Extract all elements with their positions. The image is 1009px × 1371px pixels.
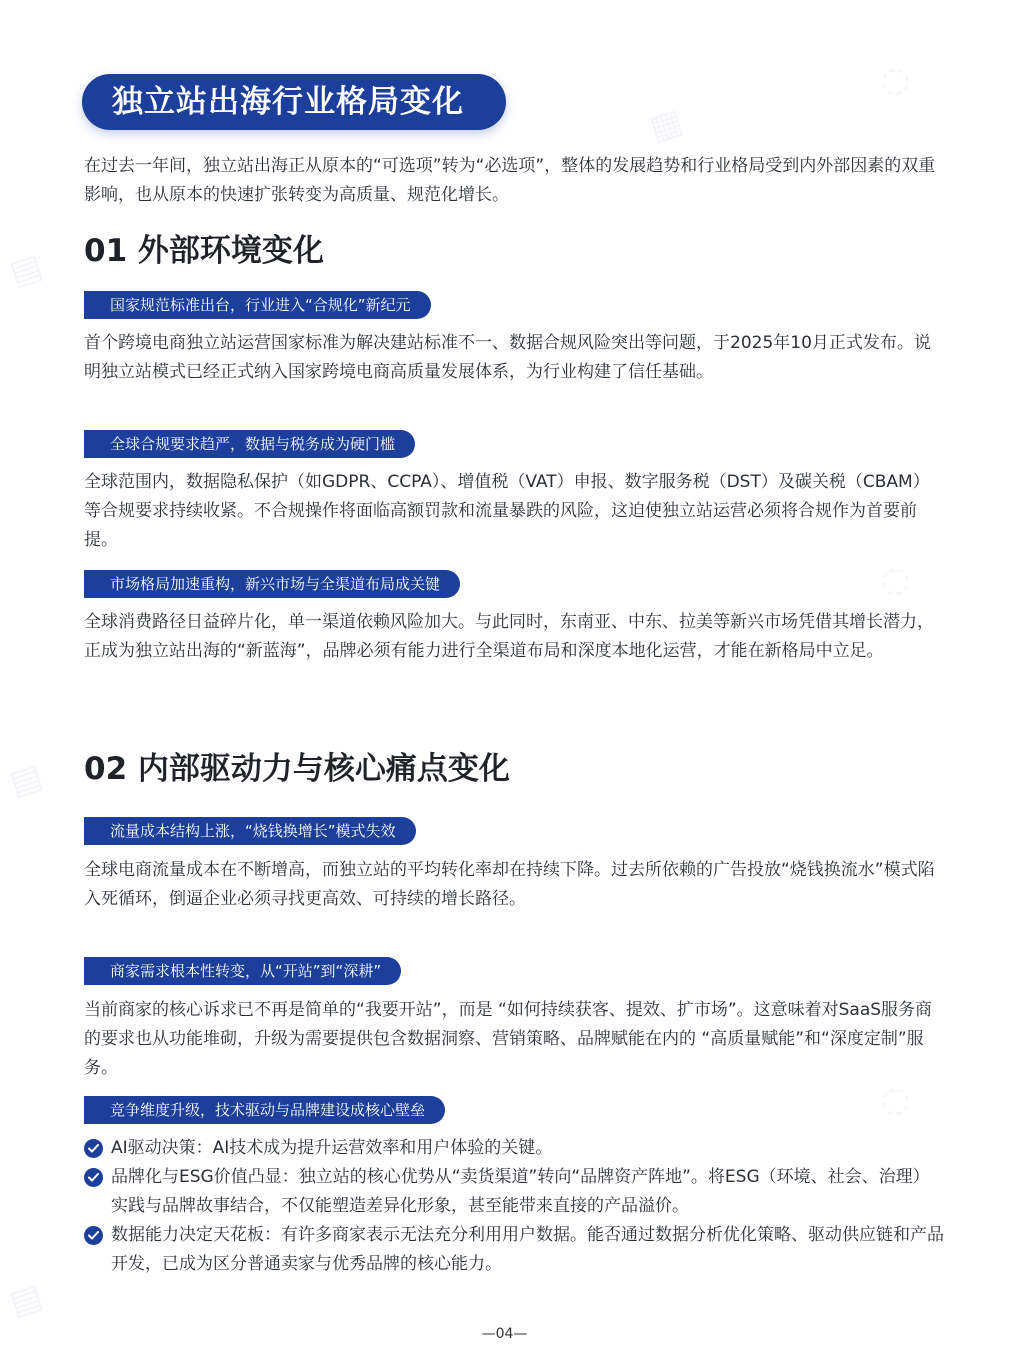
check-circle-icon: [84, 1226, 103, 1245]
section-1-paragraph-2: 全球范围内，数据隐私保护（如GDPR、CCPA）、增值税（VAT）申报、数字服务税（DST）及碳关税（CBAM）等合规要求持续收紧。不合规操作将面临高额罚款和流量暴跌的风险，这迫使独立站运营必须将合规作为首要前提。: [84, 472, 930, 550]
section-1-paragraph-3: 全球消费路径日益碎片化，单一渠道依赖风险加大。与此同时，东南亚、中东、拉美等新兴市场凭借其增长潜力，正成为独立站出海的“新蓝海”，品牌必须有能力进行全渠道布局和深度本地化运营，才能在新格局中立足。: [84, 612, 934, 661]
bullet-text: 数据能力决定天花板：有许多商家表示无法充分利用用户数据。能否通过数据分析优化策略、驱动供应链和产品开发，已成为区分普通卖家与优秀品牌的核心能力。: [111, 1225, 944, 1274]
watermark: ▤: [4, 1276, 48, 1324]
section-1-title: 01 外部环境变化: [84, 233, 324, 269]
bullet-item: [84, 1163, 946, 1221]
watermark: ▦: [644, 101, 688, 149]
watermark: ◌: [874, 556, 916, 604]
section-2-tag-3: 竞争维度升级，技术驱动与品牌建设成核心壁垒: [84, 1096, 445, 1124]
page-number: —04—: [481, 1326, 528, 1342]
section-1-tag-1: 国家规范标准出台，行业进入“合规化”新纪元: [84, 291, 431, 319]
bullet-text: AI驱动决策：AI技术成为提升运营效率和用户体验的关键。: [111, 1138, 553, 1158]
bullet-item: [84, 1134, 946, 1163]
watermark: ◌: [874, 56, 916, 104]
check-circle-icon: [84, 1168, 103, 1187]
section-1-tag-2: 全球合规要求趋严，数据与税务成为硬门槛: [84, 430, 415, 458]
section-2-paragraph-1: 全球电商流量成本在不断增高，而独立站的平均转化率却在持续下降。过去所依赖的广告投放“烧钱换流水”模式陷入死循环，倒逼企业必须寻找更高效、可持续的增长路径。: [84, 860, 935, 909]
bullet-text: 品牌化与ESG价值凸显：独立站的核心优势从“卖货渠道”转向“品牌资产阵地”。将ESG（环境、社会、治理）实践与品牌故事结合，不仅能塑造差异化形象，甚至能带来直接的产品溢价。: [111, 1167, 930, 1216]
section-2-paragraph-2: 当前商家的核心诉求已不再是简单的“我要开站”，而是 “如何持续获客、提效、扩市场”。这意味着对SaaS服务商的要求也从功能堆砌，升级为需要提供包含数据洞察、营销策略、品牌赋能在内的 “高质量赋能”和“深度定制”服务。: [84, 1000, 933, 1078]
section-2-tag-1: 流量成本结构上涨，“烧钱换增长”模式失效: [84, 817, 416, 845]
watermark: ◌: [874, 1076, 916, 1124]
page-title: 独立站出海行业格局变化: [82, 74, 506, 130]
watermark: ▤: [4, 756, 48, 804]
watermark: ▤: [4, 246, 48, 294]
intro-paragraph: 在过去一年间，独立站出海正从原本的“可选项”转为“必选项”，整体的发展趋势和行业格局受到内外部因素的双重影响，也从原本的快速扩张转变为高质量、规范化增长。: [84, 156, 936, 205]
section-1-paragraph-1: 首个跨境电商独立站运营国家标准为解决建站标准不一、数据合规风险突出等问题，于2025年10月正式发布。说明独立站模式已经正式纳入国家跨境电商高质量发展体系，为行业构建了信任基础。: [84, 333, 931, 382]
section-2-title: 02 内部驱动力与核心痛点变化: [84, 751, 510, 787]
section-2-tag-2: 商家需求根本性转变，从“开站”到“深耕”: [84, 957, 401, 985]
bullet-item: [84, 1221, 946, 1279]
check-circle-icon: [84, 1139, 103, 1158]
section-1-tag-3: 市场格局加速重构，新兴市场与全渠道布局成关键: [84, 570, 460, 598]
